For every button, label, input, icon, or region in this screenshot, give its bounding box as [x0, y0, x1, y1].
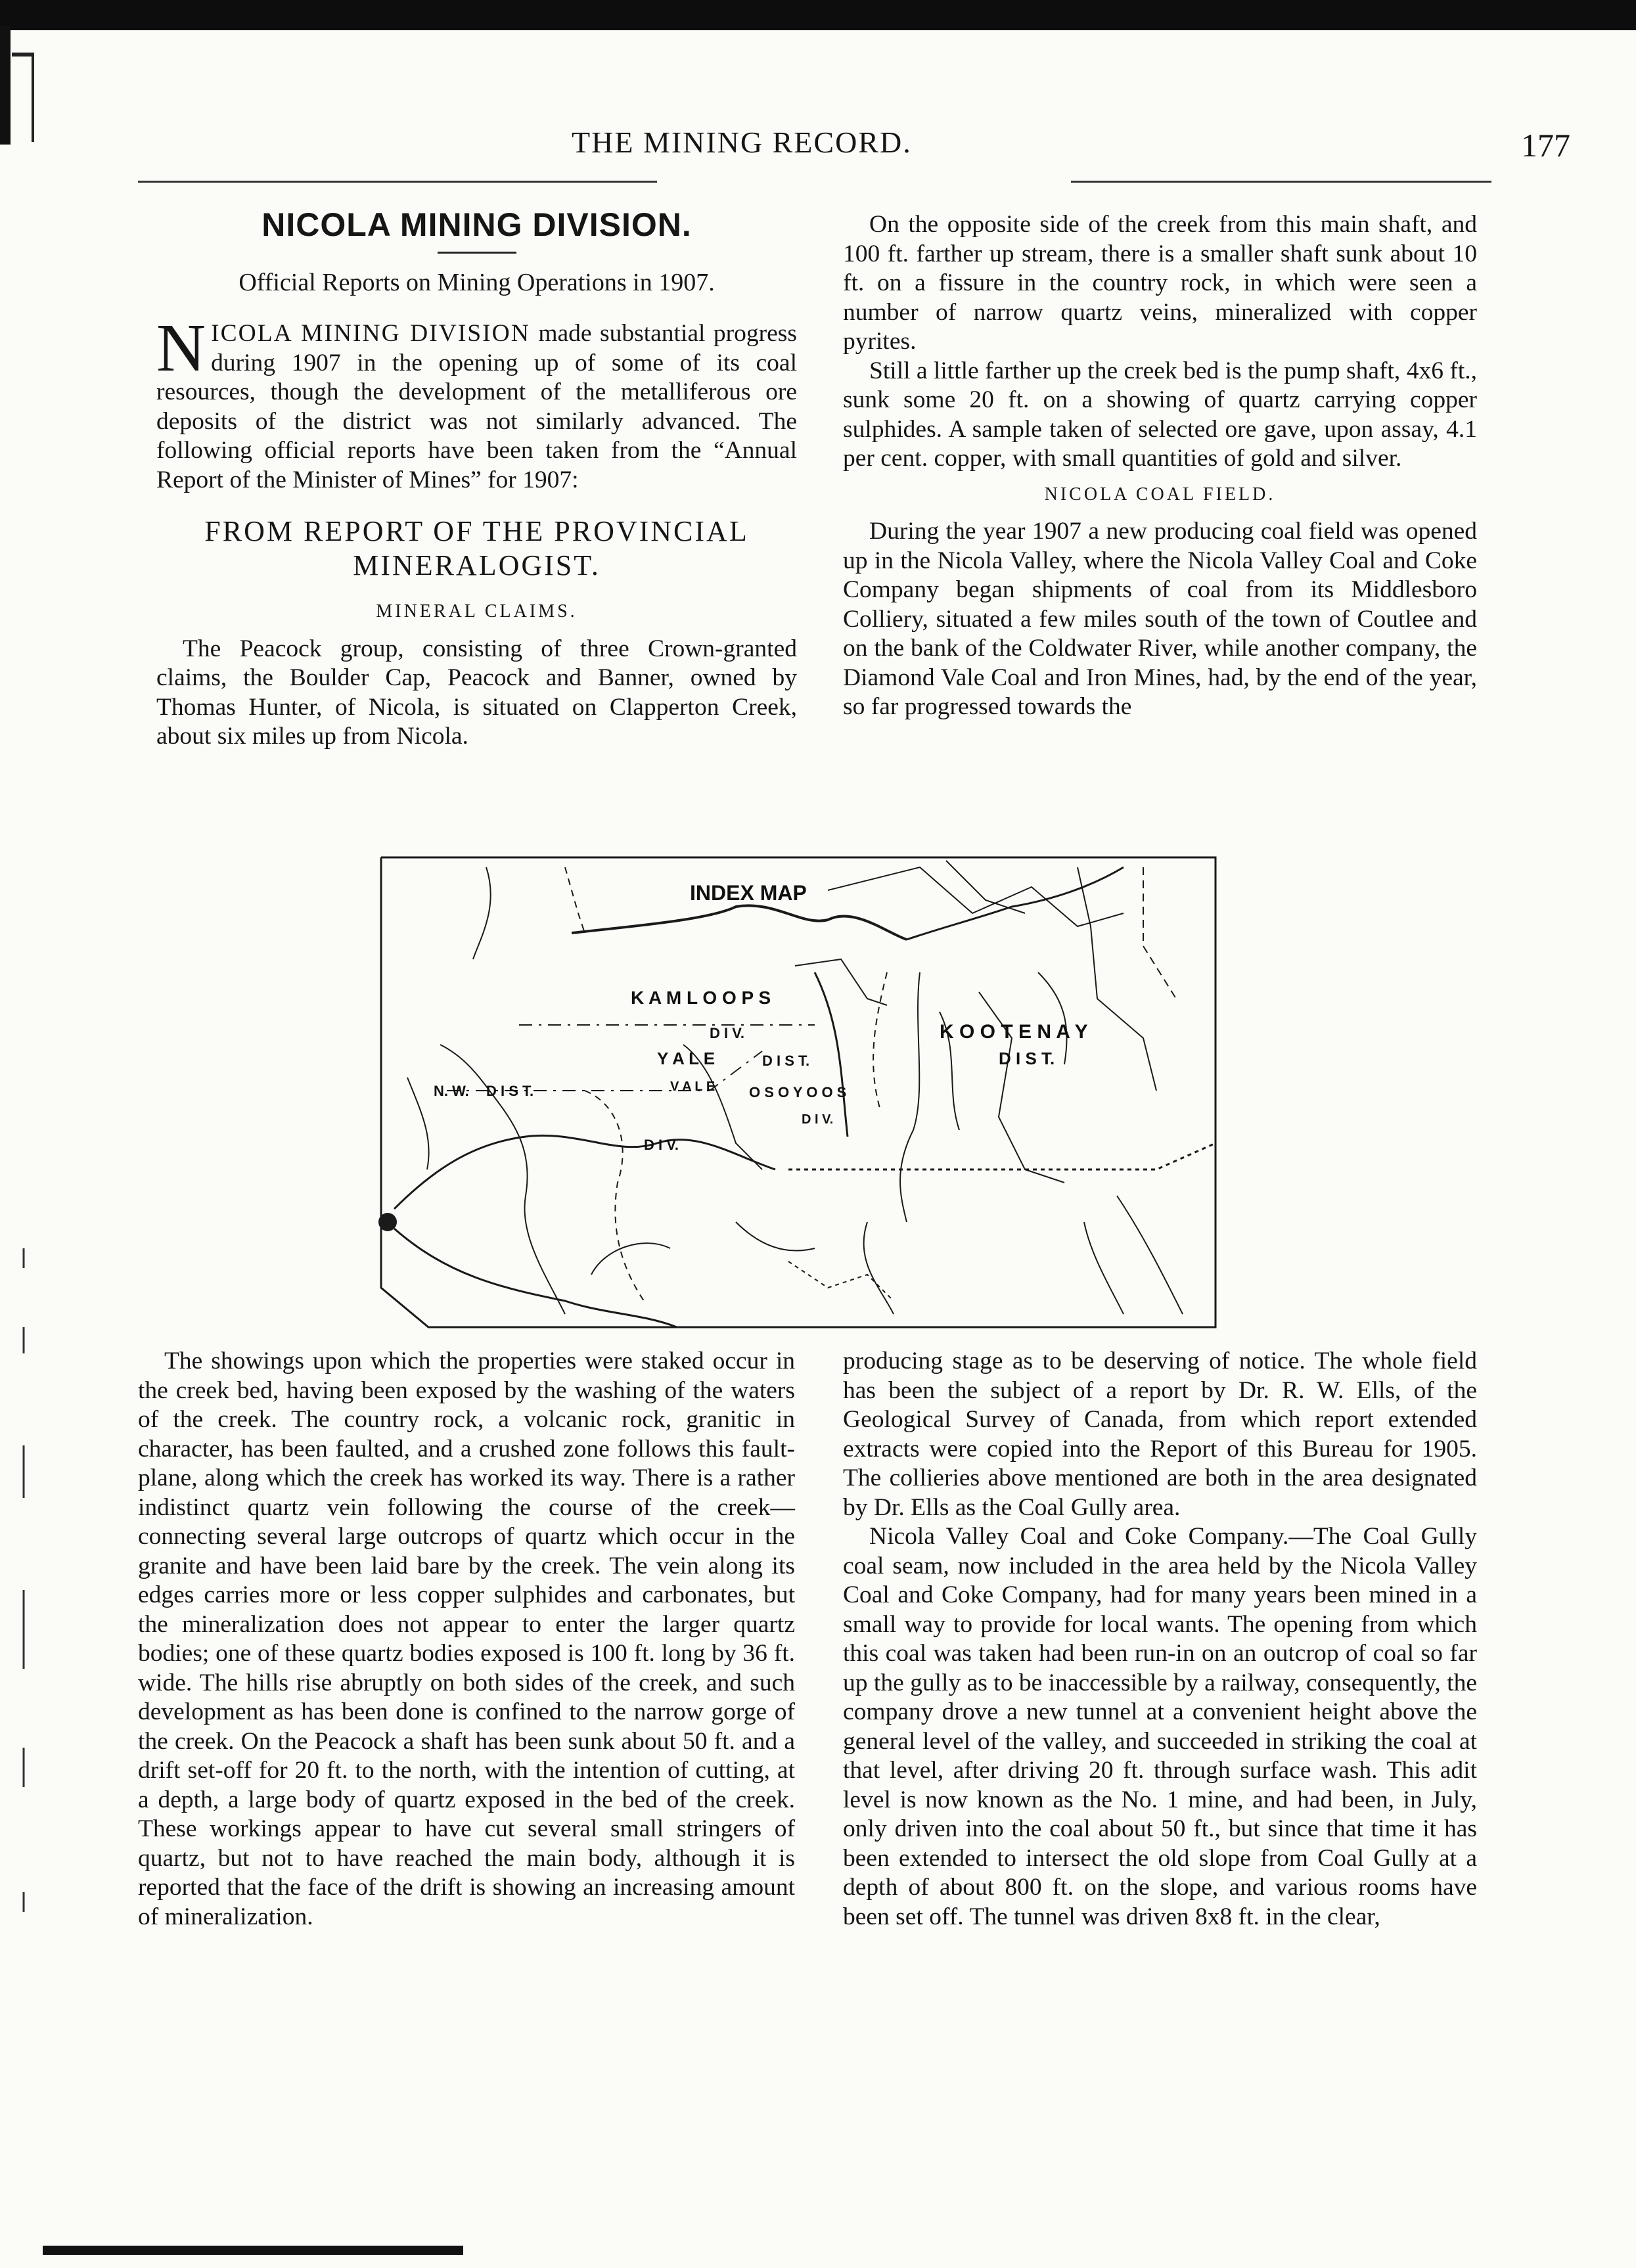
nicola-valley-paragraph: Nicola Valley Coal and Coke Company.—The Coal Gully coal seam, now included in the area held by the Nicola Valley Coal and Coke Company, had for many years been mined in a small way to provide for local wants. The opening from which this coal was taken had been run-in on an outcrop of coal so far up the gully as to be inaccessible by a railway, consequently, the company drove a new tunnel at a convenient height above the general level of the valley, and succeeded in striking the coal at that level, after driving 20 ft. through surface wash. This adit level is now known as the No. 1 mine, and had been, in July, only driven into the coal about 50 ft., but since that time it has been extended to intersect the old slope from Coal Gully at a depth of about 800 ft. on the slope, and various rooms have been set off. The tunnel was driven 8x8 ft. in the clear,: [843, 1523, 1477, 1930]
map-label-nw: N. W.: [434, 1083, 469, 1099]
index-map: [368, 828, 1230, 1328]
margin-marks: [18, 1248, 32, 2037]
map-label-kootenay-dist: D I S T.: [999, 1049, 1055, 1068]
intro-text: made substantial progress during 1907 in the opening up of some of its coal resources, though the development of the metalliferous ore deposits of the district was not similarly advanced. The following official reports have been taken from the “Annual Report of the Minister of Mines” for 1907:: [156, 320, 797, 493]
right-column-bottom: [843, 1347, 1477, 1932]
intro-paragraph: [156, 310, 797, 495]
right-paragraph-1: On the opposite side of the creek from this main shaft, and 100 ft. farther up stream, there is a smaller shaft sunk about 10 ft. on a fissure in the country rock, in which were seen a number of narrow quartz veins, mineralized with copper pyrites.: [843, 211, 1477, 355]
header-rule-left: [138, 181, 657, 183]
map-label-yale: Y A L E: [657, 1049, 716, 1068]
subsection-heading: MINERAL CLAIMS.: [376, 601, 578, 622]
map-label-kamloops: K A M L O O P S: [631, 987, 771, 1008]
article-subtitle: Official Reports on Mining Operations in 1907.: [239, 268, 715, 296]
right-paragraph-2: Still a little farther up the creek bed is the pump shaft, 4x6 ft., sunk some 20 ft. on a showing of quartz carrying copper sulphides. A sample taken of selected ore gave, upon assay, 4.1 per cent. copper, with small quantities of gold and silver.: [843, 357, 1477, 472]
map-label-osoyoos: O S O Y O O S: [749, 1084, 847, 1100]
producing-paragraph: producing stage as to be deserving of notice. The whole field has been the subject of a report by Dr. R. W. Ells, of the Geological Survey of Canada, from which report extended extracts were copied into the Report of this Bureau for 1905. The collieries above mentioned are both in the area designated by Dr. Ells as the Coal Gully area.: [843, 1348, 1477, 1521]
right-paragraph-3: During the year 1907 a new producing coal field was opened up in the Nicola Valley, where the Nicola Valley Coal and Coke Company began shipments of coal from its Middlesboro Colliery, situated a few miles south of the town of Coutlee and on the bank of the Coldwater River, while another company, the Diamond Vale Coal and Iron Mines, had, by the end of the year, so far progressed towards the: [843, 518, 1477, 720]
map-corner-dot: [378, 1213, 397, 1231]
right-column-top: [843, 210, 1477, 722]
coal-field-heading: NICOLA COAL FIELD.: [1044, 484, 1276, 505]
map-label-yale-dist: D I S T.: [762, 1053, 810, 1069]
running-header: [0, 125, 1636, 177]
left-column-top: [156, 206, 797, 752]
running-title: THE MINING RECORD.: [572, 125, 912, 159]
map-label-vale: V A L E: [670, 1079, 716, 1094]
left-column-bottom: [138, 1347, 795, 1932]
bottom-border-bar: [43, 2246, 463, 2255]
peacock-paragraph: The Peacock group, consisting of three Crown-granted claims, the Boulder Cap, Peacock and Banner, owned by Thomas Hunter, of Nicola, is situated on Clapperton Creek, about six miles up from Nicola.: [156, 635, 797, 750]
title-rule: [438, 252, 516, 254]
map-label-kamloops-div: D I V.: [710, 1025, 744, 1041]
map-label-kootenay: K O O T E N A Y: [940, 1021, 1088, 1043]
page-number: 177: [1521, 127, 1570, 164]
map-title: INDEX MAP: [690, 881, 807, 905]
top-border-bar: [0, 0, 1636, 30]
intro-smallcaps: ICOLA MINING DIVISION: [211, 320, 530, 347]
map-label-osoyoos-div: D I V.: [802, 1112, 834, 1127]
section-heading: FROM REPORT OF THE PROVINCIAL MINERALOGIST.: [204, 515, 749, 581]
showings-paragraph: The showings upon which the properties were staked occur in the creek bed, having been exposed by the washing of the waters of the creek. The country rock, a volcanic rock, granitic in character, has been faulted, and a crushed zone follows this fault-plane, along which the creek has worked its way. There is a rather indistinct quartz vein following the course of the creek—connecting several large outcrops of quartz which occur in the granite and have been laid bare by the creek. The vein along its edges carries more or less copper sulphides and carbonates, but the mineralization does not appear to enter the larger quartz bodies; one of these quartz bodies exposed is 100 ft. long by 36 ft. wide. The hills rise abruptly on both sides of the creek, and such development as has been done is confined to the narrow gorge of the creek. On the Peacock a shaft has been sunk about 50 ft. and a drift set-off for 20 ft. to the north, with the intention of cutting, at a depth, a large body of quartz exposed in the bed of the creek. These workings appear to have cut several small stringers of quartz, but not to have reached the main body, although it is reported that the face of the drift is showing an increasing amount of mineralization.: [138, 1348, 795, 1930]
article-title: NICOLA MINING DIVISION.: [261, 206, 692, 243]
drop-cap: N: [156, 310, 206, 386]
header-rule-right: [1071, 181, 1491, 183]
map-label-div-lower: D I V.: [644, 1137, 679, 1153]
map-label-nw-dist: D I S T.: [486, 1083, 534, 1099]
